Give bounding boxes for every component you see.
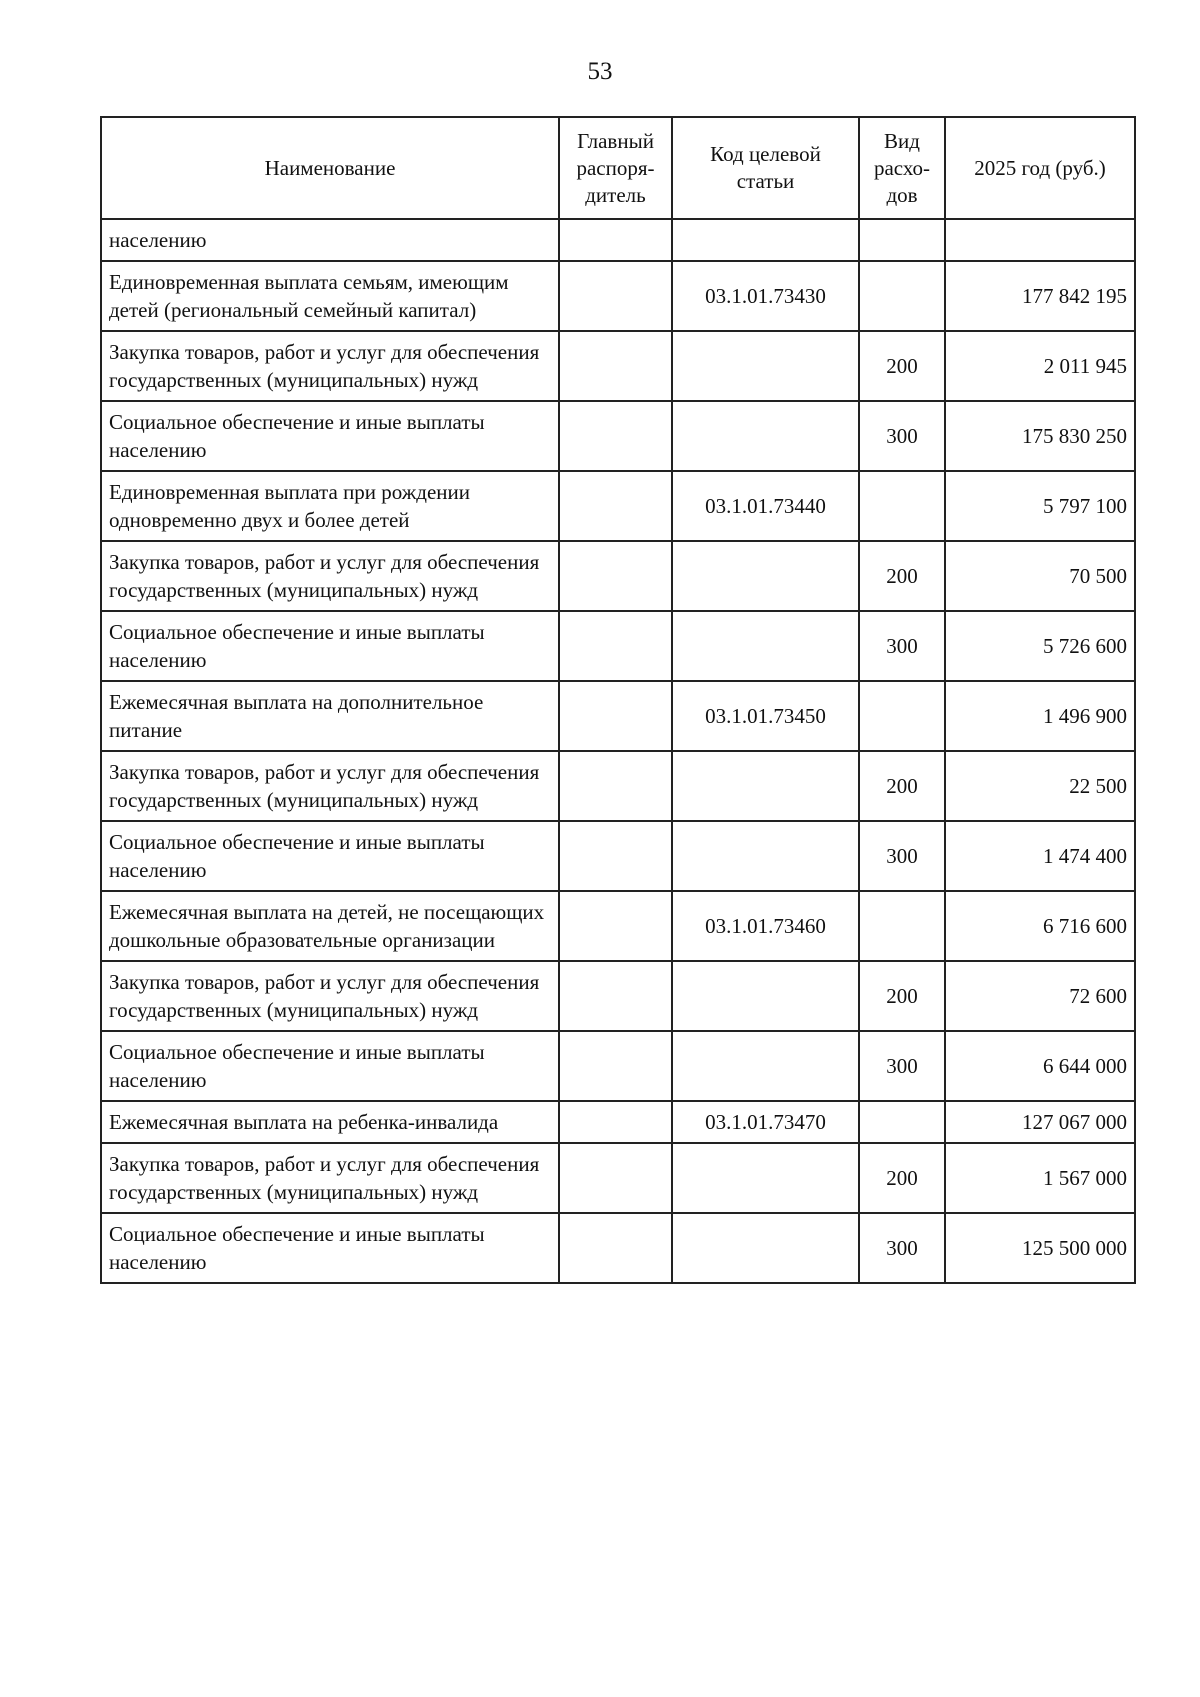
cell-code: 03.1.01.73450 bbox=[672, 681, 859, 751]
cell-admin bbox=[559, 1101, 672, 1143]
cell-amount: 1 567 000 bbox=[945, 1143, 1135, 1213]
cell-name: Ежемесячная выплата на детей, не посещающих дошкольные образовательные организации bbox=[101, 891, 559, 961]
header-admin-text: Главный распоря-дитель bbox=[576, 128, 655, 207]
cell-code bbox=[672, 1213, 859, 1283]
cell-amount: 2 011 945 bbox=[945, 331, 1135, 401]
cell-code bbox=[672, 1031, 859, 1101]
cell-admin bbox=[559, 401, 672, 471]
cell-type bbox=[859, 471, 945, 541]
table-row bbox=[101, 219, 1135, 261]
cell-admin bbox=[559, 1213, 672, 1283]
cell-code bbox=[672, 331, 859, 401]
cell-type: 300 bbox=[859, 401, 945, 471]
cell-admin bbox=[559, 1143, 672, 1213]
header-amount-text: 2025 год (руб.) bbox=[974, 155, 1106, 180]
cell-name: Социальное обеспечение и иные выплаты населению bbox=[101, 611, 559, 681]
cell-code bbox=[672, 1143, 859, 1213]
cell-type bbox=[859, 891, 945, 961]
cell-code: 03.1.01.73440 bbox=[672, 471, 859, 541]
cell-admin bbox=[559, 891, 672, 961]
cell-amount: 22 500 bbox=[945, 751, 1135, 821]
cell-admin bbox=[559, 961, 672, 1031]
header-type-text: Вид расхо-дов bbox=[873, 128, 931, 207]
table-row bbox=[101, 1213, 1135, 1283]
table-row bbox=[101, 891, 1135, 961]
cell-type: 300 bbox=[859, 1213, 945, 1283]
cell-amount: 177 842 195 bbox=[945, 261, 1135, 331]
cell-type: 200 bbox=[859, 961, 945, 1031]
cell-admin bbox=[559, 1031, 672, 1101]
table-body bbox=[101, 219, 1135, 1283]
cell-amount: 6 644 000 bbox=[945, 1031, 1135, 1101]
cell-admin bbox=[559, 751, 672, 821]
table-row bbox=[101, 751, 1135, 821]
header-type bbox=[859, 117, 945, 219]
cell-name: Закупка товаров, работ и услуг для обеспечения государственных (муниципальных) нужд bbox=[101, 331, 559, 401]
header-admin bbox=[559, 117, 672, 219]
cell-code: 03.1.01.73470 bbox=[672, 1101, 859, 1143]
header-row bbox=[101, 117, 1135, 219]
cell-admin bbox=[559, 681, 672, 751]
cell-amount: 72 600 bbox=[945, 961, 1135, 1031]
cell-admin bbox=[559, 821, 672, 891]
table-row bbox=[101, 961, 1135, 1031]
table-row bbox=[101, 1143, 1135, 1213]
table-row bbox=[101, 471, 1135, 541]
cell-amount: 1 496 900 bbox=[945, 681, 1135, 751]
cell-type: 300 bbox=[859, 611, 945, 681]
page-number: 53 bbox=[587, 58, 613, 85]
table-row bbox=[101, 541, 1135, 611]
cell-type: 200 bbox=[859, 1143, 945, 1213]
cell-amount: 70 500 bbox=[945, 541, 1135, 611]
cell-name: Социальное обеспечение и иные выплаты населению bbox=[101, 821, 559, 891]
cell-admin bbox=[559, 611, 672, 681]
cell-code bbox=[672, 961, 859, 1031]
cell-type: 200 bbox=[859, 751, 945, 821]
cell-code bbox=[672, 541, 859, 611]
cell-admin bbox=[559, 471, 672, 541]
cell-name: Единовременная выплата при рождении одновременно двух и более детей bbox=[101, 471, 559, 541]
cell-name: населению bbox=[101, 219, 559, 261]
cell-type bbox=[859, 1101, 945, 1143]
cell-name: Социальное обеспечение и иные выплаты населению bbox=[101, 1213, 559, 1283]
cell-type bbox=[859, 261, 945, 331]
cell-name: Социальное обеспечение и иные выплаты населению bbox=[101, 401, 559, 471]
cell-name: Ежемесячная выплата на ребенка-инвалида bbox=[101, 1101, 559, 1143]
cell-code bbox=[672, 821, 859, 891]
cell-name: Закупка товаров, работ и услуг для обеспечения государственных (муниципальных) нужд bbox=[101, 751, 559, 821]
cell-code bbox=[672, 751, 859, 821]
table-row bbox=[101, 1101, 1135, 1143]
cell-type: 300 bbox=[859, 821, 945, 891]
cell-amount: 5 797 100 bbox=[945, 471, 1135, 541]
table-row bbox=[101, 261, 1135, 331]
cell-name: Ежемесячная выплата на дополнительное питание bbox=[101, 681, 559, 751]
cell-type: 300 bbox=[859, 1031, 945, 1101]
cell-name: Закупка товаров, работ и услуг для обеспечения государственных (муниципальных) нужд bbox=[101, 961, 559, 1031]
cell-amount: 5 726 600 bbox=[945, 611, 1135, 681]
table-row bbox=[101, 401, 1135, 471]
cell-name: Закупка товаров, работ и услуг для обеспечения государственных (муниципальных) нужд bbox=[101, 541, 559, 611]
cell-type: 200 bbox=[859, 541, 945, 611]
cell-name: Социальное обеспечение и иные выплаты населению bbox=[101, 1031, 559, 1101]
cell-code bbox=[672, 611, 859, 681]
header-name-text: Наименование bbox=[264, 155, 396, 180]
cell-amount: 125 500 000 bbox=[945, 1213, 1135, 1283]
cell-admin bbox=[559, 219, 672, 261]
cell-admin bbox=[559, 331, 672, 401]
cell-amount bbox=[945, 219, 1135, 261]
table-row bbox=[101, 611, 1135, 681]
cell-admin bbox=[559, 541, 672, 611]
cell-amount: 6 716 600 bbox=[945, 891, 1135, 961]
header-name bbox=[101, 117, 559, 219]
cell-admin bbox=[559, 261, 672, 331]
budget-table bbox=[100, 116, 1136, 1284]
header-code bbox=[672, 117, 859, 219]
cell-code: 03.1.01.73430 bbox=[672, 261, 859, 331]
cell-amount: 127 067 000 bbox=[945, 1101, 1135, 1143]
table-header bbox=[101, 117, 1135, 219]
cell-type bbox=[859, 681, 945, 751]
table-row bbox=[101, 681, 1135, 751]
cell-code bbox=[672, 401, 859, 471]
cell-code bbox=[672, 219, 859, 261]
table-row bbox=[101, 821, 1135, 891]
cell-name: Единовременная выплата семьям, имеющим детей (региональный семейный капитал) bbox=[101, 261, 559, 331]
cell-code: 03.1.01.73460 bbox=[672, 891, 859, 961]
header-code-text: Код целевой статьи bbox=[710, 142, 821, 193]
table-row bbox=[101, 331, 1135, 401]
cell-amount: 1 474 400 bbox=[945, 821, 1135, 891]
cell-type bbox=[859, 219, 945, 261]
cell-name: Закупка товаров, работ и услуг для обеспечения государственных (муниципальных) нужд bbox=[101, 1143, 559, 1213]
cell-type: 200 bbox=[859, 331, 945, 401]
table-row bbox=[101, 1031, 1135, 1101]
cell-amount: 175 830 250 bbox=[945, 401, 1135, 471]
header-amount bbox=[945, 117, 1135, 219]
